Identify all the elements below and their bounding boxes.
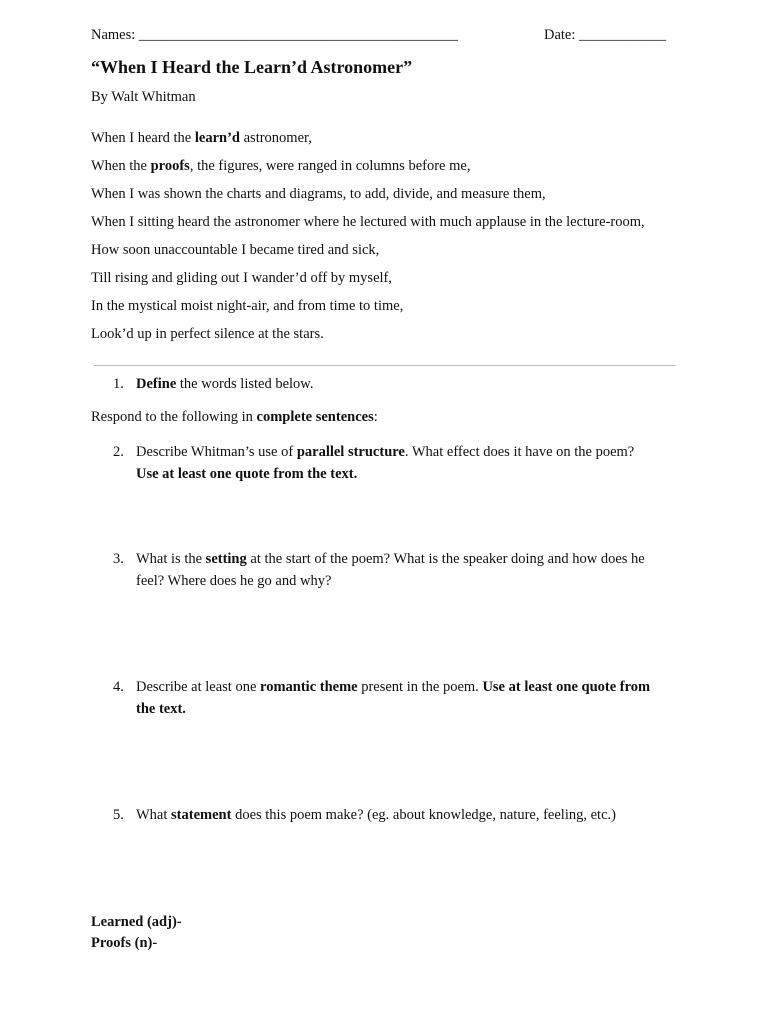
poem-line: When I was shown the charts and diagrams, to add, divide, and measure them, <box>91 186 546 202</box>
names-field: Names: ____________________________________________ <box>91 27 458 43</box>
poem-line: When I sitting heard the astronomer where he lectured with much applause in the lecture-room, <box>91 214 645 230</box>
vocab-item: Learned (adj)- <box>91 914 182 930</box>
poem-title: “When I Heard the Learn’d Astronomer” <box>91 57 413 77</box>
poem-author: By Walt Whitman <box>91 89 196 105</box>
poem-line: How soon unaccountable I became tired and sick, <box>91 242 380 258</box>
poem-text <box>91 129 645 353</box>
poem-line: Look’d up in perfect silence at the stars. <box>91 326 324 342</box>
question-1: 1. Define the words listed below. <box>113 376 314 392</box>
poem-line: In the mystical moist night-air, and from time to time, <box>91 298 404 314</box>
vocab-item: Proofs (n)- <box>91 935 158 951</box>
poem-line: When the proofs, the figures, were ranged in columns before me, <box>91 158 471 174</box>
instructions: Respond to the following in complete sentences: <box>91 409 378 425</box>
question-2: 2. Describe Whitman’s use of parallel structure. What effect does it have on the poem? Use at least one quote from the text. <box>113 444 635 482</box>
section-divider <box>94 365 676 366</box>
question-3: 3. What is the setting at the start of the poem? What is the speaker doing and how does he feel? Where does he go and why? <box>113 551 645 589</box>
question-5: 5. What statement does this poem make? (eg. about knowledge, nature, feeling, etc.) <box>113 807 616 823</box>
question-4: 4. Describe at least one romantic theme present in the poem. Use at least one quote from the text. <box>113 679 651 717</box>
poem-line: When I heard the learn’d astronomer, <box>91 130 312 146</box>
date-field: Date: ____________ <box>544 27 667 43</box>
poem-line: Till rising and gliding out I wander’d off by myself, <box>91 270 392 286</box>
vocabulary-list <box>91 912 182 954</box>
